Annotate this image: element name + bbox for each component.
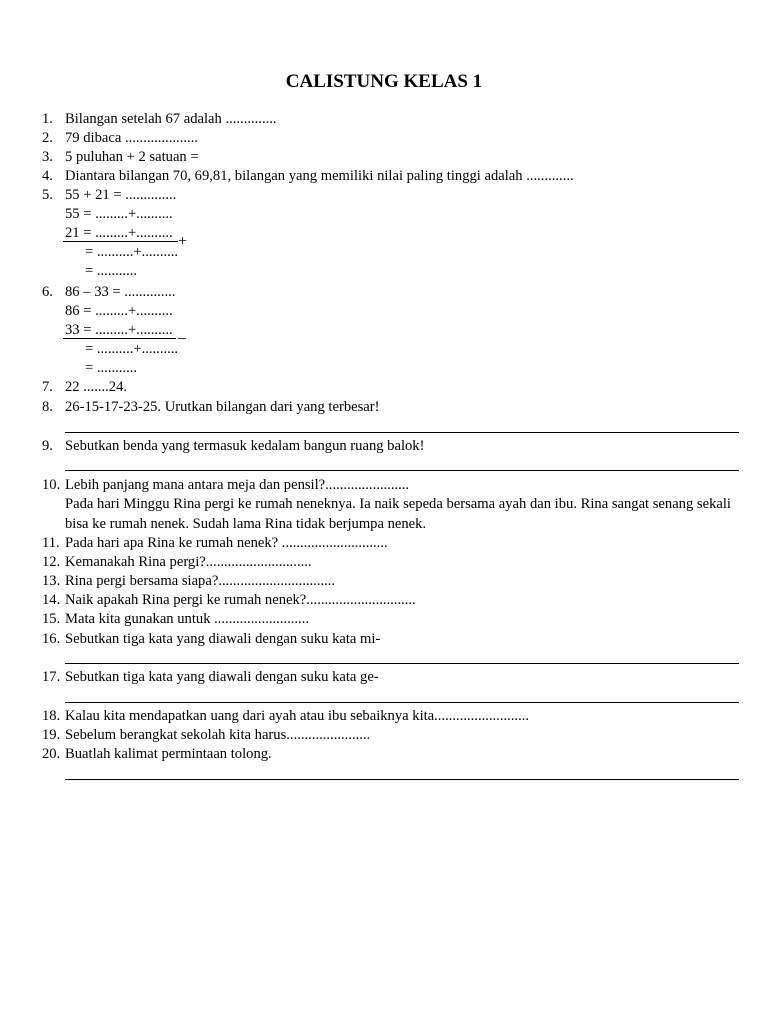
work-line: = ........... [85, 360, 138, 376]
question-number: 4. [42, 168, 53, 184]
question-number: 14. [42, 592, 61, 608]
answer-line [65, 702, 739, 703]
work-line: = ..........+.......... [85, 244, 179, 260]
question-text: Bilangan setelah 67 adalah .............. [65, 111, 277, 127]
question-number: 12. [42, 554, 61, 570]
question-number: 16. [42, 631, 61, 647]
question-number: 6. [42, 284, 53, 300]
question-number: 5. [42, 187, 53, 203]
question-number: 13. [42, 573, 61, 589]
question-number: 3. [42, 149, 53, 165]
answer-line [65, 663, 739, 664]
work-line: 33 = .........+.......... [65, 322, 173, 338]
question-text: Rina pergi bersama siapa?................................ [65, 573, 336, 589]
question-text: 79 dibaca .................... [65, 130, 198, 146]
work-line: 86 = .........+.......... [65, 303, 173, 319]
question-text: Mata kita gunakan untuk .......................... [65, 611, 310, 627]
question-text: Kemanakah Rina pergi?............................. [65, 554, 312, 570]
work-line: = ........... [85, 263, 138, 279]
question-text: Pada hari apa Rina ke rumah nenek? ............................. [65, 535, 388, 551]
question-number: 11. [42, 535, 60, 551]
question-number: 7. [42, 379, 53, 395]
question-number: 19. [42, 727, 61, 743]
question-number: 18. [42, 708, 61, 724]
question-number: 17. [42, 669, 61, 685]
question-text: Naik apakah Rina pergi ke rumah nenek?.............................. [65, 592, 416, 608]
question-number: 2. [42, 130, 53, 146]
question-number: 20. [42, 746, 61, 762]
question-text: Sebelum berangkat sekolah kita harus....................... [65, 727, 371, 743]
reading-passage: Pada hari Minggu Rina pergi ke rumah neneknya. Ia naik sepeda bersama ayah dan ibu. Rina sangat senang sekali bisa ke rumah nenek. Sudah lama Rina tidak berjumpa nenek. [65, 496, 731, 532]
question-number: 15. [42, 611, 61, 627]
worksheet-title: CALISTUNG KELAS 1 [285, 71, 483, 92]
question-number: 9. [42, 438, 53, 454]
answer-line [65, 470, 739, 471]
question-number: 1. [42, 111, 53, 127]
question-text: Sebutkan tiga kata yang diawali dengan suku kata mi- [65, 631, 381, 647]
question-number: 8. [42, 399, 53, 415]
question-number: 10. [42, 477, 61, 493]
question-text: Kalau kita mendapatkan uang dari ayah atau ibu sebaiknya kita.......................... [65, 708, 530, 724]
question-text: 26-15-17-23-25. Urutkan bilangan dari yang terbesar! [65, 399, 380, 415]
work-line: 21 = .........+.......... [65, 225, 173, 241]
question-text: 55 + 21 = .............. [65, 187, 177, 203]
difference-line [63, 338, 176, 339]
question-text: 5 puluhan + 2 satuan = [65, 149, 199, 165]
question-text: Lebih panjang mana antara meja dan pensil?....................... [65, 477, 410, 493]
question-text: Sebutkan tiga kata yang diawali dengan suku kata ge- [65, 669, 379, 685]
question-text: Diantara bilangan 70, 69,81, bilangan yang memiliki nilai paling tinggi adalah ............. [65, 168, 574, 184]
answer-line [65, 779, 739, 780]
work-line: = ..........+.......... [85, 341, 179, 357]
minus-sign: _ [178, 324, 186, 341]
answer-line [65, 432, 739, 433]
sum-line [63, 241, 178, 242]
question-text: Sebutkan benda yang termasuk kedalam bangun ruang balok! [65, 438, 425, 454]
question-text: 86 – 33 = .............. [65, 284, 176, 300]
question-text: Buatlah kalimat permintaan tolong. [65, 746, 272, 762]
work-line: 55 = .........+.......... [65, 206, 173, 222]
plus-sign: + [178, 233, 188, 250]
question-text: 22 .......24. [65, 379, 128, 395]
